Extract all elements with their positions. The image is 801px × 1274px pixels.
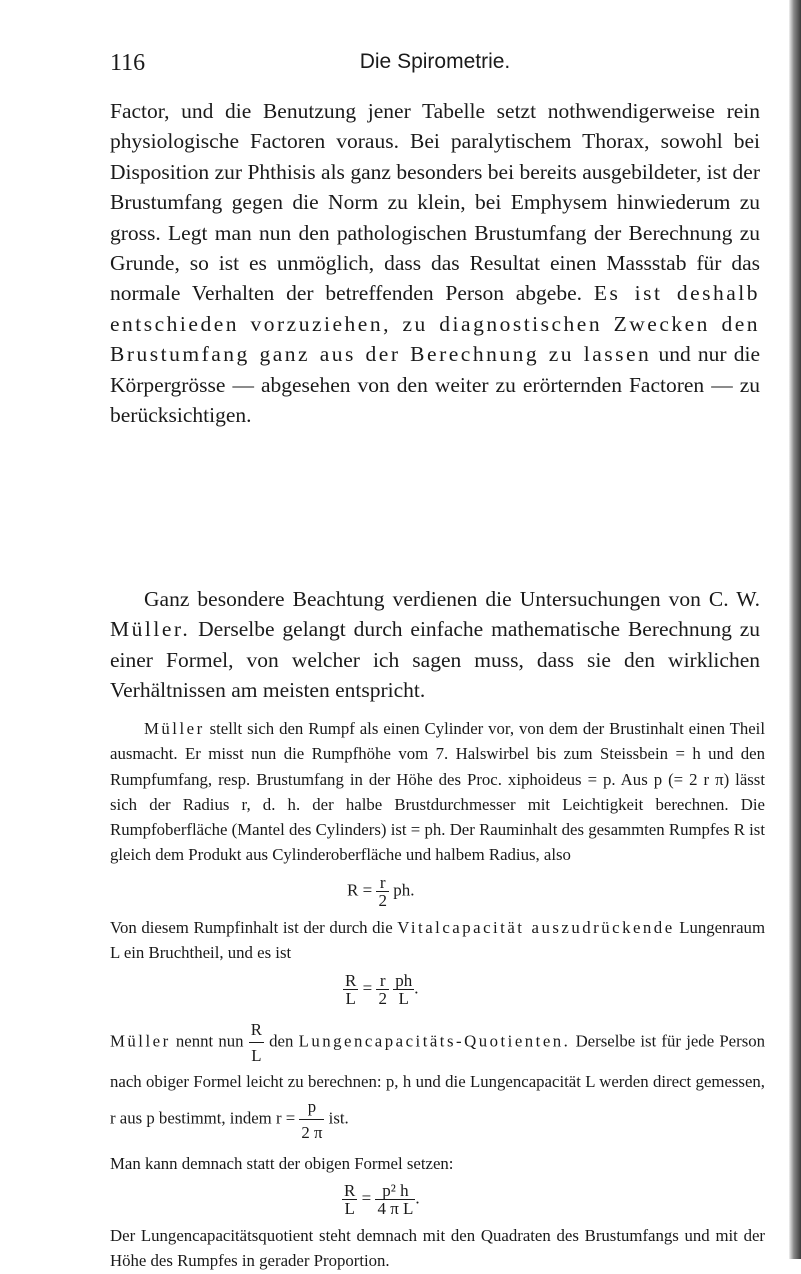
paragraph-4 [110, 915, 765, 966]
paragraph-7 [110, 1223, 765, 1274]
paragraph-5 [110, 1017, 765, 1145]
paragraph-4-start: Von diesem Rumpfinhalt ist der durch die [110, 918, 393, 937]
fraction [249, 1017, 264, 1069]
fraction-numerator: ph [395, 971, 413, 990]
fraction-numerator: r [376, 874, 389, 892]
fraction-denominator: 4 π L [377, 1199, 414, 1218]
paragraph-3-text: stellt sich den Rumpf als einen Cylinder vor, von dem der Brustinhalt einen Theil ausmacht. Er misst nun die Rumpfhöhe vom 7. Halswirbel bis zum Steissbein = h und den Rumpfumfang, resp. Brustumfang in der Höhe des Proc. xiphoideus = p. Aus p (= 2 r π) lässt sich der Radius r, d. h. der halbe Brustdurchmesser mit Leichtigkeit berechnen. Die Rumpfoberfläche (Mantel des Cylinders) ist = ph. Der Rauminhalt des gesammten Rumpfes R ist gleich dem Produkt aus Cylinderoberfläche und halbem Radius, also [110, 719, 765, 865]
author-name: Müller [144, 719, 205, 738]
formula-rest: ph. [393, 880, 415, 900]
author-name: Müller. [110, 617, 191, 642]
paragraph-1-spaced-emphasis: Es ist deshalb entschieden vorzuziehen, zu diagnostischen Zwecken den Brustumfang ganz aus der Berechnung zu lassen [110, 281, 760, 367]
paragraph-1-text: Factor, und die Benutzung jener Tabelle setzt nothwendigerweise rein physiologische Factoren voraus. Bei paralytischem Thorax, sowohl bei Disposition zur Phthisis als ganz besonders bei bereits ausgebildeter, ist der Brustumfang gegen die Norm zu klein, bei Emphysem hinwiederum zu gross. Legt man nun den pathologischen Brustumfang der Berechnung zu Grunde, so ist es unmöglich, dass das Resultat einen Massstab für das normale Verhalten der betreffenden Person abgebe. [110, 99, 760, 306]
fraction [343, 972, 358, 1007]
fraction-denominator: L [251, 1046, 262, 1066]
running-header [110, 50, 760, 80]
fraction [299, 1094, 324, 1146]
fraction [376, 972, 389, 1007]
paragraph-5-term: Lungencapacitäts-Quotienten. [298, 1031, 571, 1051]
formula-end: . [415, 1188, 420, 1208]
fraction [375, 1182, 415, 1217]
fraction [393, 972, 414, 1007]
inline-formula-rest: ist. [328, 1108, 349, 1128]
fraction-numerator: p² h [375, 1182, 415, 1200]
fraction-numerator: R [345, 971, 357, 990]
equals-sign: = [361, 1188, 372, 1208]
book-spine-shadow [789, 0, 801, 1259]
fraction-numerator: R [344, 1181, 356, 1200]
formula-rumpfinhalt [347, 874, 414, 909]
paragraph-4-spaced-emphasis: Vitalcapacität auszudrückende [397, 918, 675, 937]
formula-lhs: R = [347, 880, 373, 900]
fraction-denominator: 2 π [301, 1123, 323, 1143]
paragraph-4-end: Lungenraum L ein Bruchtheil, und es ist [110, 918, 765, 963]
paragraph-5-den: den [269, 1031, 294, 1051]
fraction-numerator: r [376, 972, 389, 990]
fraction-denominator: L [345, 989, 356, 1008]
paragraph-6 [110, 1151, 765, 1176]
running-title: Die Spirometrie. [359, 50, 511, 73]
paragraph-7-text: Der Lungencapacitätsquotient steht demnach mit den Quadraten des Brustumfangs und mit der Höhe des Rumpfes in gerader Proportion. [110, 1226, 765, 1271]
formula-end: . [414, 978, 419, 998]
paragraph-2-start: Ganz besondere Beachtung verdienen die Untersuchungen von C. W. [144, 587, 760, 611]
fraction-denominator: L [398, 989, 409, 1008]
fraction-denominator: 2 [378, 891, 387, 910]
paragraph-2 [110, 584, 760, 706]
paragraph-5-rest: Derselbe ist für jede Person nach obiger Formel leicht zu berechnen: p, h und die Lungencapacität L werden direct gemessen, r aus p bestimmt, indem [110, 1031, 766, 1128]
paragraph-6-text: Man kann demnach statt der obigen Formel setzen: [110, 1154, 454, 1173]
fraction-numerator: R [249, 1017, 264, 1043]
fraction-denominator: 2 [378, 989, 387, 1008]
formula-lungenraum [343, 972, 418, 1007]
page-number: 116 [110, 50, 146, 76]
fraction-denominator: L [344, 1199, 355, 1218]
fraction-numerator: p [299, 1094, 324, 1120]
paragraph-1-end: und nur die Körpergrösse — abgesehen von den weiter zu erörternden Factoren — zu berücksichtigen. [110, 342, 760, 428]
paragraph-2-end: Derselbe gelangt durch einfache mathematische Berechnung zu einer Formel, von welcher ich sagen muss, dass sie den wirklichen Verhältnissen am meisten entspricht. [110, 617, 761, 703]
author-name: Müller [110, 1031, 171, 1051]
paragraph-1 [110, 96, 760, 430]
fraction [342, 1182, 357, 1217]
paragraph-5-mid: nennt nun [175, 1031, 244, 1051]
fraction [376, 874, 389, 909]
formula-quotient [342, 1182, 420, 1217]
paragraph-3 [110, 716, 765, 868]
equals-sign: = [362, 978, 373, 998]
inline-formula-lhs: r = [275, 1108, 296, 1128]
